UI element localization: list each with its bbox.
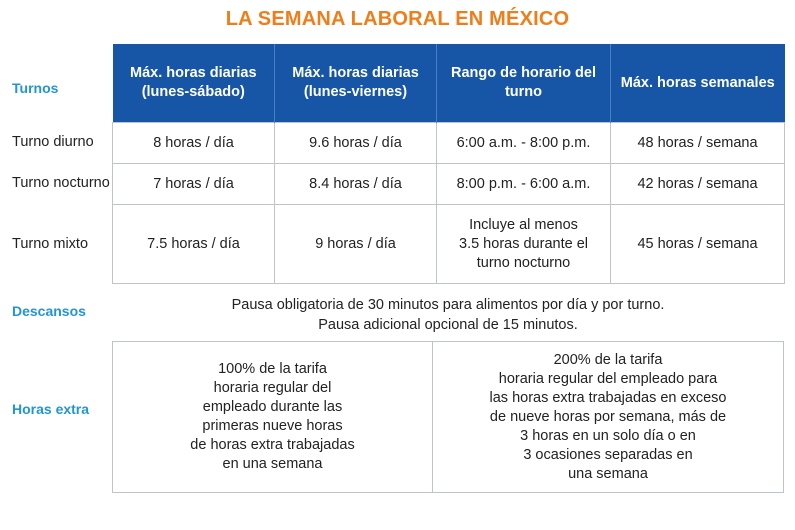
table-cell: 48 horas / semana bbox=[611, 123, 785, 164]
table-cell: 8 horas / día bbox=[113, 123, 275, 164]
row-label-diurno: Turno diurno bbox=[12, 134, 94, 150]
table-row bbox=[113, 164, 785, 205]
header-max-daily-mon-sat: Máx. horas diarias (lunes-sábado) bbox=[113, 44, 275, 123]
overtime-200-line: 3 ocasiones separadas en bbox=[523, 446, 693, 463]
header-shift-range: Rango de horario del turno bbox=[437, 44, 611, 123]
overtime-100-line: en una semana bbox=[222, 456, 323, 472]
header-max-weekly: Máx. horas semanales bbox=[611, 44, 785, 123]
page-title: LA SEMANA LABORAL EN MÉXICO bbox=[225, 8, 570, 30]
overtime-200-line: 3 horas en un solo día o en bbox=[520, 427, 696, 444]
overtime-100-line: empleado durante las bbox=[202, 399, 343, 415]
section-label-horas-extra: Horas extra bbox=[12, 401, 90, 417]
schedule-table bbox=[112, 44, 785, 284]
table-cell: 7 horas / día bbox=[113, 164, 275, 205]
overtime-200-line: 200% de la tarifa bbox=[553, 351, 663, 368]
overtime-box bbox=[112, 341, 784, 493]
overtime-100-line: primeras nueve horas bbox=[202, 418, 343, 434]
descansos-line-2: Pausa adicional opcional de 15 minutos. bbox=[318, 317, 578, 333]
overtime-200-line: una semana bbox=[568, 465, 648, 482]
table-cell: 8.4 horas / día bbox=[275, 164, 437, 205]
overtime-100-cell bbox=[113, 342, 433, 492]
descansos-line-1: Pausa obligatoria de 30 minutos para alimentos por día y por turno. bbox=[231, 297, 665, 313]
table-cell: 9 horas / día bbox=[275, 205, 437, 284]
section-label-turnos: Turnos bbox=[12, 80, 59, 96]
overtime-200-line: horaria regular del empleado para bbox=[498, 370, 718, 387]
table-cell: 6:00 a.m. - 8:00 p.m. bbox=[437, 123, 611, 164]
row-label-nocturno: Turno nocturno bbox=[12, 175, 110, 191]
overtime-100-line: 100% de la tarifa bbox=[218, 361, 327, 377]
section-label-descansos: Descansos bbox=[12, 303, 86, 319]
table-cell: 7.5 horas / día bbox=[113, 205, 275, 284]
table-header-row bbox=[113, 44, 785, 123]
header-max-daily-mon-fri: Máx. horas diarias (lunes-viernes) bbox=[275, 44, 437, 123]
overtime-100-line: de horas extra trabajadas bbox=[190, 437, 355, 453]
overtime-200-line: las horas extra trabajadas en exceso bbox=[489, 389, 727, 406]
table-cell: 9.6 horas / día bbox=[275, 123, 437, 164]
table-cell: Incluye al menos 3.5 horas durante el turno nocturno bbox=[437, 205, 611, 284]
table-cell: 8:00 p.m. - 6:00 a.m. bbox=[437, 164, 611, 205]
row-label-mixto: Turno mixto bbox=[12, 236, 89, 252]
table-cell: 45 horas / semana bbox=[611, 205, 785, 284]
overtime-100-line: horaria regular del bbox=[213, 380, 332, 396]
overtime-200-line: de nueve horas por semana, más de bbox=[489, 408, 727, 425]
table-row bbox=[113, 123, 785, 164]
overtime-200-cell bbox=[433, 342, 783, 492]
table-cell: 42 horas / semana bbox=[611, 164, 785, 205]
table-row bbox=[113, 205, 785, 284]
